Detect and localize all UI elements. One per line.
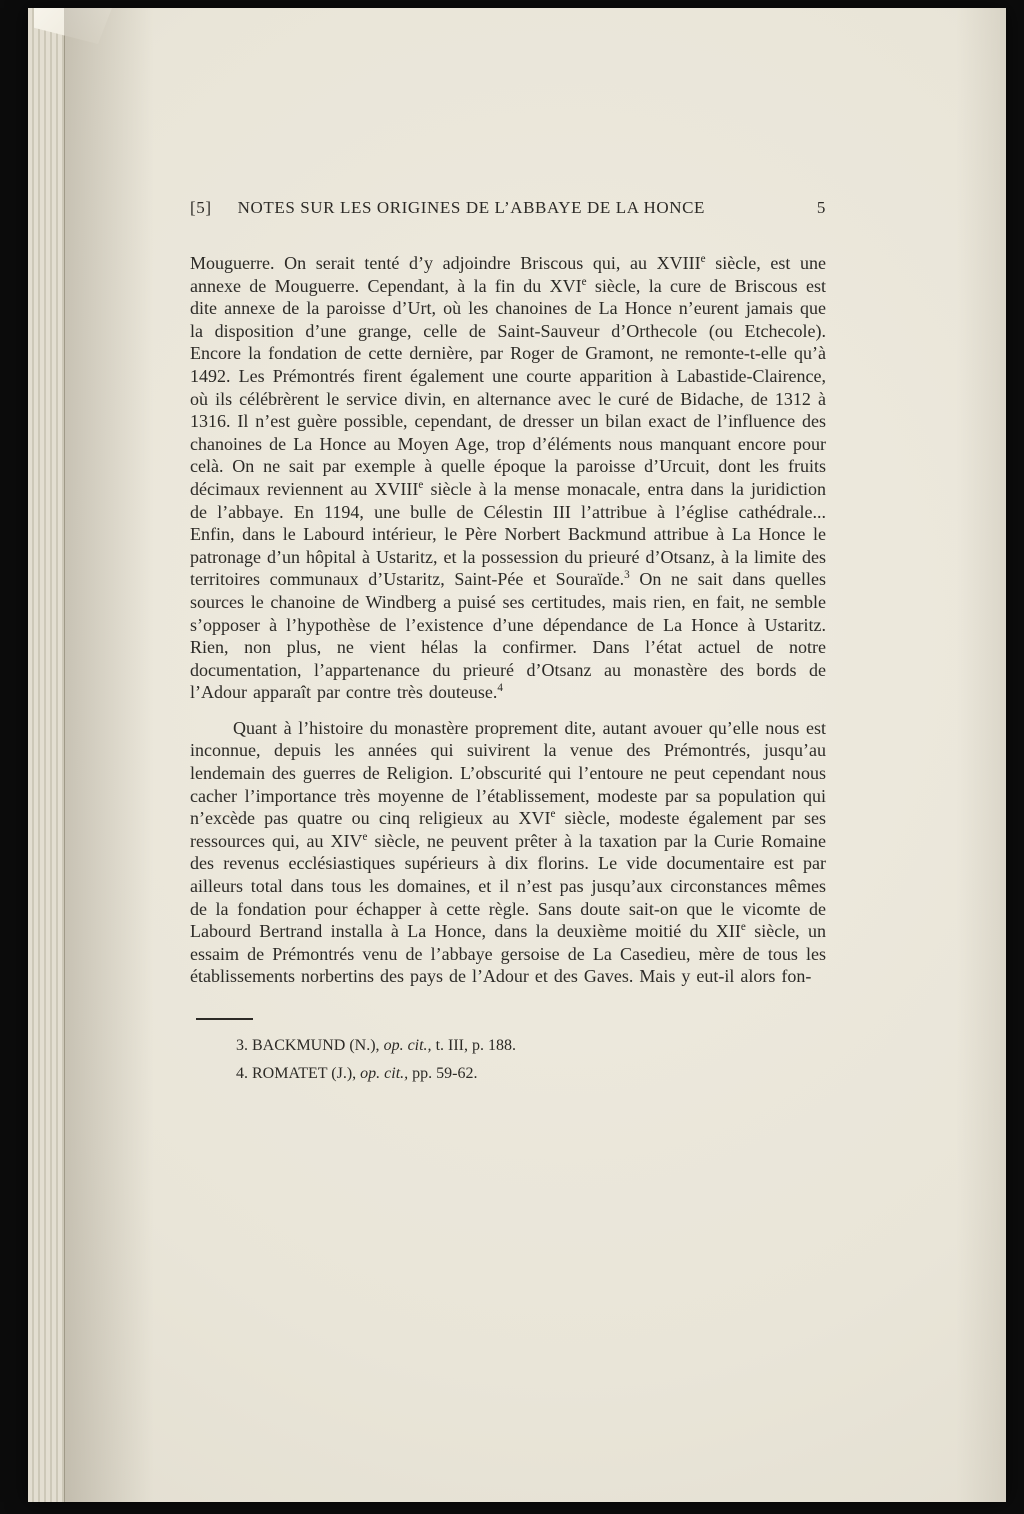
footnote-suffix: pp. 59-62. xyxy=(408,1065,478,1082)
running-header xyxy=(190,198,826,218)
body-text xyxy=(190,252,826,988)
footnote-prefix: 4. ROMATET (J.), xyxy=(236,1065,361,1082)
body-paragraph: Mouguerre. On serait tenté d’y adjoindre Briscous qui, au XVIIIe siècle, est une annexe de Mouguerre. Cependant, à la fin du XVIe siècle, la cure de Briscous est dite annexe de la paroisse d’Urt, où les chanoines de La Honce n’eurent jamais que la disposition d’une grange, celle de Saint-Sauveur d’Orthecole (ou Etchecole). Encore la fondation de cette dernière, par Roger de Gramont, ne remonte-t-elle qu’à 1492. Les Prémontrés firent également une courte apparition à Labastide-Clairence, où ils célébrèrent le service divin, en alternance avec le curé de Bidache, de 1312 à 1316. Il n’est guère possible, cependant, de dresser un bilan exact de l’influence des chanoines de La Honce au Moyen Age, trop d’éléments nous manquant encore pour celà. On ne sait par exemple à quelle époque la paroisse d’Urcuit, dont les fruits décimaux reviennent au XVIIIe siècle à la mense monacale, entra dans la juridiction de l’abbaye. En 1194, une bulle de Célestin III l’attribue à l’église cathédrale... Enfin, dans le Labourd intérieur, le Père Norbert Backmund attribue à La Honce le patronage d’un hôpital à Ustaritz, et la possession du prieuré d’Otsanz, à la limite des territoires communaux d’Ustaritz, Saint-Pée et Souraïde.$^3$ On ne sait dans quelles sources le chanoine de Windberg a puisé ses certitudes, mais rien, en fait, ne semble s’opposer à l’hypothèse de l’existence d’une dépendance de La Honce à Ustaritz. Rien, non plus, ne vient hélas la confirmer. Dans l’état actuel de notre documentation, l’appartenance du prieuré d’Otsanz au monastère des bords de l’Adour apparaît par contre très douteuse.$^4$ xyxy=(190,253,827,703)
header-bracket-number: [5] xyxy=(190,198,212,217)
binding-gutter-shadow xyxy=(64,8,154,1502)
footnote-suffix: t. III, p. 188. xyxy=(431,1037,516,1054)
header-page-number: 5 xyxy=(816,198,826,217)
footnote-divider xyxy=(196,1018,253,1020)
footnotes xyxy=(190,1032,826,1088)
header-title: NOTES SUR LES ORIGINES DE L’ABBAYE DE LA HONCE xyxy=(237,198,706,217)
footnote-item xyxy=(236,1060,826,1088)
body-paragraph: Quant à l’histoire du monastère proprement dite, autant avouer qu’elle nous est inconnue, depuis les années qui suivirent la venue des Prémontrés, jusqu’au lendemain des guerres de Religion. L’obscurité qui l’entoure ne peut cependant nous cacher l’importance très moyenne de l’établissement, modeste par sa population qui n’excède pas quatre ou cinq religieux au XVIe siècle, modeste également par ses ressources qui, au XIVe siècle, ne peuvent prêter à la taxation par la Curie Romaine des revenus ecclésiastiques supérieurs à dix florins. Le vide documentaire est par ailleurs total dans tous les domaines, et il n’est pas jusqu’aux circonstances mêmes de la fondation pour échapper à cette règle. Sans doute sait-on que le vicomte de Labourd Bertrand installa à La Honce, dans la deuxième moitié du XIIe siècle, un essaim de Prémontrés venu de l’abbaye gersoise de La Casedieu, mère de tous les établissements norbertins des pays de l’Adour et des Gaves. Mais y eut-il alors fon- xyxy=(190,717,827,987)
footnote-item xyxy=(236,1032,826,1060)
book-page xyxy=(28,8,1006,1502)
page-edge-stack xyxy=(28,8,65,1502)
footnote-opcit: op. cit., xyxy=(360,1065,409,1082)
page-content xyxy=(190,198,826,1088)
footnote-prefix: 3. BACKMUND (N.), xyxy=(236,1037,384,1054)
page-right-shade xyxy=(956,8,1006,1502)
footnote-opcit: op. cit., xyxy=(383,1037,432,1054)
